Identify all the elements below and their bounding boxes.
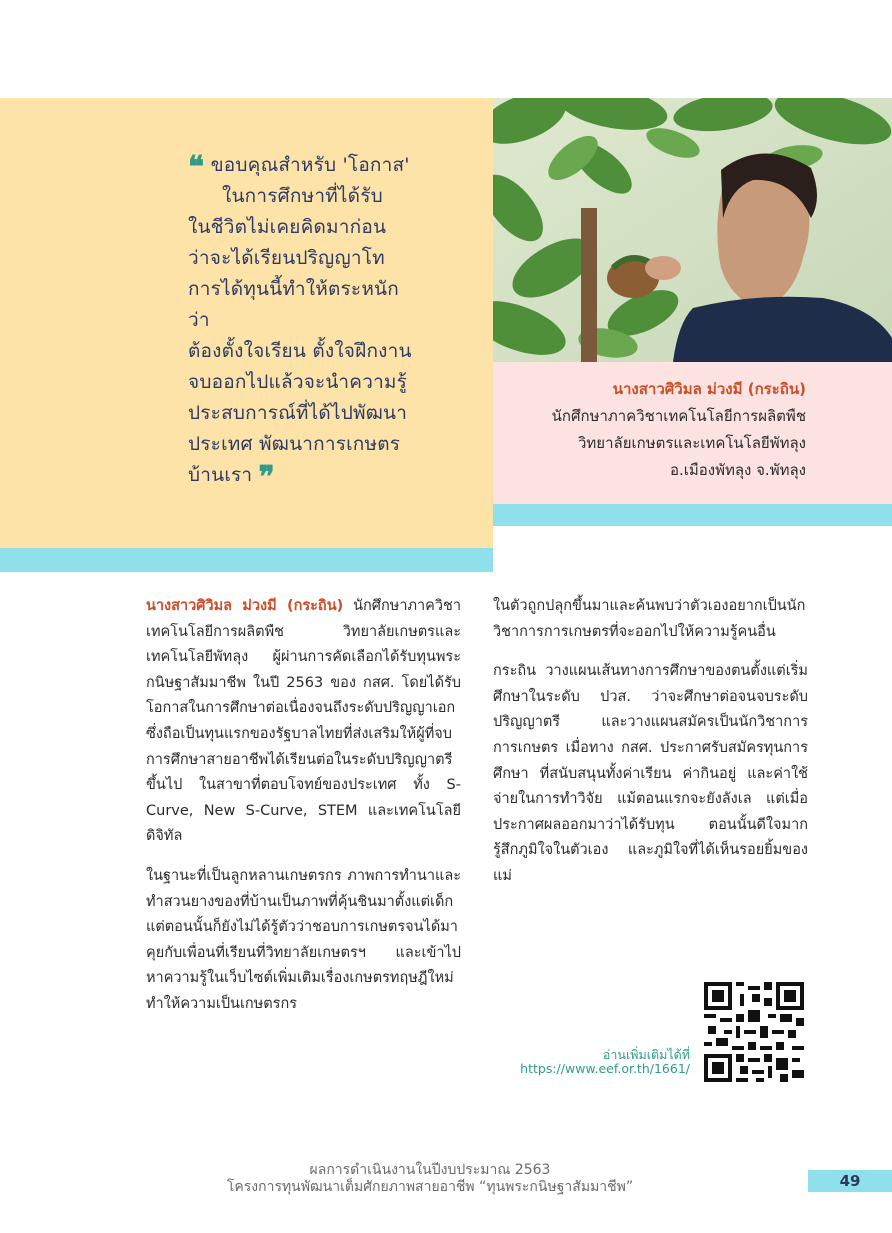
quote-line-9: ประเทศ พัฒนาการเกษตร	[188, 433, 401, 455]
quote-line-4: ว่าจะได้เรียนปริญญาโท	[188, 247, 385, 269]
body-paragraph-2: ในฐานะที่เป็นลูกหลานเกษตรกร ภาพการทำนาและทำสวนยางของที่บ้านเป็นภาพที่คุ้นชินมาตั้งแต่เด็ก แต่ตอนนั้นก็ยังไม่ได้รู้ตัวว่าชอบการเกษตรจนได้มาคุยกับเพื่อนที่เรียนที่วิทยาลัยเกษตรฯ และเข้าไปหาความรู้ในเว็บไซต์เพิ่มเติมเรื่องเกษตรทฤษฎีใหม่ ทำให้ความเป็นเกษตรกร	[146, 867, 461, 1012]
qr-caption	[520, 1048, 690, 1076]
caption-line-3: อ.เมืองพัทลุง จ.พัทลุง	[669, 461, 806, 479]
body-paragraph-1-text: นักศึกษาภาควิชาเทคโนโลยีการผลิตพืช วิทยาลัยเกษตรและเทคโนโลยีพัทลุง ผู้ผ่านการคัดเลือกได้รับทุนพระกนิษฐาสัมมาชีพ ในปี 2563 ของ กสศ. โดยได้รับโอกาสในการศึกษาต่อเนื่องจนถึงระดับปริญญาเอก ซึ่งถือเป็นทุนแรกของรัฐบาลไทยที่ส่งเสริมให้ผู้ที่จบการศึกษาสายอาชีพได้เรียนต่อในระดับปริญญาตรีขึ้นไป ในสาขาที่ตอบโจทย์ของประเทศ ทั้ง S-Curve, New S-Curve, STEM และเทคโนโลยีดิจิทัล	[146, 598, 462, 845]
quote-line-3: ในชีวิตไม่เคยคิดมาก่อน	[188, 216, 387, 238]
quote-line-1: ขอบคุณสำหรับ 'โอกาส'	[210, 154, 410, 176]
close-quote-icon: ❞	[258, 460, 275, 495]
open-quote-icon: ❝	[188, 150, 205, 185]
caption-line-2: วิทยาลัยเกษตรและเทคโนโลยีพัทลุง	[577, 434, 806, 452]
footer-line-2: โครงการทุนพัฒนาเต็มศักยภาพสายอาชีพ “ทุนพระกนิษฐาสัมมาชีพ”	[226, 1179, 634, 1195]
qr-url[interactable]: https://www.eef.or.th/1661/	[520, 1061, 690, 1076]
quote-line-2: ในการศึกษาที่ได้รับ	[222, 185, 383, 207]
body-paragraph-1	[146, 594, 461, 850]
quote-line-7: จบออกไปแล้วจะนำความรู้	[188, 371, 408, 393]
caption-line-1: นักศึกษาภาควิชาเทคโนโลยีการผลิตพืช	[551, 407, 806, 425]
quote-line-5: การได้ทุนนี้ทำให้ตระหนักว่า	[188, 278, 399, 331]
body-paragraph-4: กระถิน วางแผนเส้นทางการศึกษาของตนตั้งแต่เริ่มศึกษาในระดับ ปวส. ว่าจะศึกษาต่อจนจบระดับปริญญาตรี และวางแผนสมัครเป็นนักวิชาการการเกษตร เมื่อทาง กสศ. ประกาศรับสมัครทุนการศึกษา ที่สนับสนุนทั้งค่าเรียน ค่ากินอยู่ และค่าใช้จ่ายในการทำวิจัย แม้ตอนแรกจะยังลังเล แต่เมื่อประกาศผลออกมาว่าได้รับทุน ตอนนั้นดีใจมาก รู้สึกภูมิใจในตัวเอง และภูมิใจที่ได้เห็นรอยยิ้มของแม่	[493, 663, 808, 884]
quote-line-8: ประสบการณ์ที่ได้ไปพัฒนา	[188, 402, 408, 424]
page-number: 49	[808, 1170, 892, 1192]
accent-bar-right	[493, 504, 892, 526]
student-photo	[493, 98, 892, 362]
photo-caption	[552, 376, 806, 484]
pull-quote	[188, 150, 420, 495]
body-highlight-name: นางสาวศิวิมล ม่วงมี (กระถิน)	[146, 598, 344, 614]
body-column-right	[493, 594, 808, 904]
accent-bar-left	[0, 548, 493, 572]
footer-line-1: ผลการดำเนินงานในปีงบประมาณ 2563	[309, 1162, 551, 1178]
quote-line-10: บ้านเรา	[188, 464, 253, 486]
body-column-left	[146, 594, 461, 1032]
page-footer	[180, 1162, 680, 1196]
caption-name: นางสาวศิวิมล ม่วงมี (กระถิน)	[612, 380, 806, 398]
body-paragraph-3: ในตัวถูกปลุกขึ้นมาและค้นพบว่าตัวเองอยากเป็นนักวิชาการการเกษตรที่จะออกไปให้ความรู้คนอื่น	[493, 598, 806, 640]
qr-code[interactable]	[704, 982, 804, 1082]
qr-label: อ่านเพิ่มเติมได้ที่	[602, 1047, 690, 1062]
quote-line-6: ต้องตั้งใจเรียน ตั้งใจฝึกงาน	[188, 340, 412, 362]
